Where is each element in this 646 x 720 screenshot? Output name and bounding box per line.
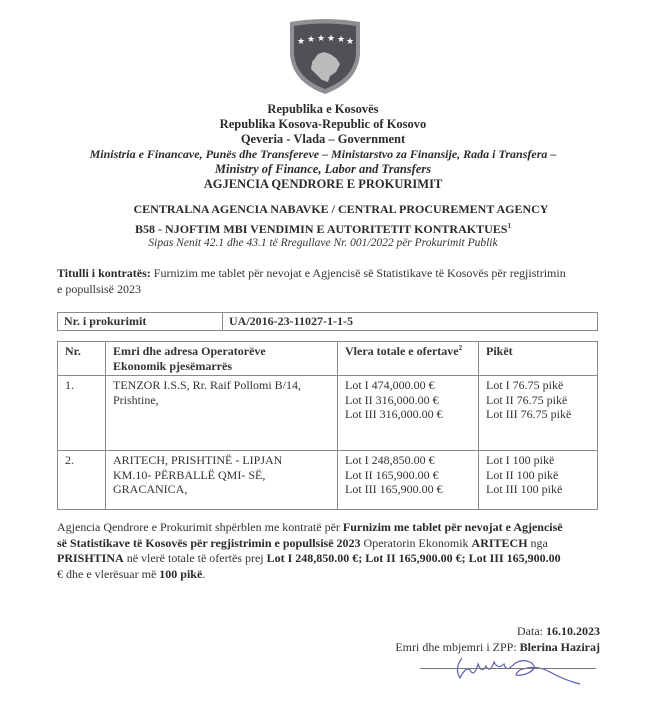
row-points-lot: Lot III 100 pikë	[486, 482, 563, 496]
procurement-number-label: Nr. i prokurimit	[58, 313, 223, 331]
row-value-lot: Lot II 316,000.00 €	[345, 392, 439, 407]
footer-date-value: 16.10.2023	[546, 624, 600, 638]
header-line-government: Qeveria - Vlada – Government	[240, 132, 406, 146]
header-operator	[106, 342, 338, 376]
award-text: .	[202, 566, 206, 581]
award-paragraph	[57, 520, 617, 582]
svg-text:★: ★	[306, 35, 316, 45]
award-text: Operatorin Ekonomik	[360, 535, 472, 550]
award-text: € dhe e vlerësuar më	[57, 566, 160, 581]
svg-text:★: ★	[336, 35, 346, 45]
table-row	[58, 451, 598, 510]
row-value-lot: Lot III 165,900.00 €	[345, 482, 443, 496]
award-bold: së Statistikave të Kosovës për regjistrimin e popullsisë 2023	[57, 535, 361, 550]
header-operator-line1: Emri dhe adresa Operatorëve	[113, 344, 266, 358]
row-operator	[106, 376, 338, 451]
header-value-text: Vlera totale e ofertave	[345, 344, 459, 358]
award-points: 100 pikë	[159, 566, 203, 581]
contract-title-label: Titulli i kontratës:	[57, 266, 151, 280]
table-row	[58, 376, 598, 451]
award-city: PRISHTINA	[57, 551, 124, 565]
operators-table	[57, 341, 598, 510]
header-line-agency-multi: CENTRALNA AGENCIA NABAVKE / CENTRAL PROCUREMENT AGENCY	[133, 202, 549, 216]
header-line-ministry-en: Ministry of Finance, Labor and Transfers	[214, 162, 432, 176]
row-operator	[106, 451, 338, 510]
row-value-lot: Lot I 474,000.00 €	[345, 378, 435, 392]
row-points-lot: Lot II 76.75 pikë	[486, 392, 568, 407]
row-nr: 1.	[58, 376, 106, 451]
contract-title-line2: e popullsisë 2023	[57, 281, 141, 296]
contract-title-line1: Furnizim me tablet për nevojat e Agjencisë së Statistikave të Kosovës për regjistrimin	[150, 266, 566, 280]
row-values	[338, 376, 479, 451]
row-operator-line: KM.10- PËRBALLË QMI- SË,	[113, 467, 266, 482]
footer-signatory-label: Emri dhe mbjemri i ZPP:	[395, 640, 520, 654]
svg-text:★: ★	[316, 34, 326, 44]
header-line-ministry: Ministria e Financave, Punës dhe Transfereve – Ministarstvo za Finansije, Rada i Transfera –	[89, 147, 557, 161]
row-values	[338, 451, 479, 510]
header-operator-line2: Ekonomik pjesëmarrës	[113, 358, 232, 373]
award-values: Lot I 248,850.00 €; Lot II 165,900.00 €; Lot III 165,900.00	[266, 551, 561, 565]
header-line-republic-sq: Republika e Kosovës	[267, 102, 379, 116]
award-operator: ARITECH	[471, 535, 528, 550]
row-nr: 2.	[58, 451, 106, 510]
svg-text:★: ★	[296, 37, 306, 47]
footer-date-label: Data:	[517, 624, 546, 638]
award-text: nga	[527, 535, 548, 550]
header-line-agency: AGJENCIA QENDRORE E PROKURIMIT	[203, 177, 443, 191]
header-value	[338, 342, 479, 376]
header-nr: Nr.	[58, 342, 106, 376]
row-operator-line: GRACANICA,	[113, 482, 188, 496]
notice-title	[0, 222, 646, 237]
row-points-lot: Lot I 100 pikë	[486, 453, 555, 467]
row-operator-line: Prishtine,	[113, 392, 159, 407]
contract-title	[57, 266, 617, 297]
notice-title-footnote: 1	[507, 222, 511, 230]
table-header-row	[58, 342, 598, 376]
row-points-lot: Lot III 76.75 pikë	[486, 407, 572, 421]
header-points: Pikët	[479, 342, 598, 376]
signature-line	[420, 668, 596, 669]
procurement-number-table	[57, 312, 598, 331]
notice-subtitle: Sipas Nenit 42.1 dhe 43.1 të Rregullave Nr. 001/2022 për Prokurimit Publik	[148, 237, 498, 249]
footer-date	[420, 624, 600, 640]
row-points	[479, 451, 598, 510]
header-line-republic-multi: Republika Kosova-Republic of Kosovo	[219, 117, 427, 131]
row-points-lot: Lot II 100 pikë	[486, 467, 559, 482]
procurement-number-value: UA/2016-23-11027-1-1-5	[223, 313, 598, 331]
row-value-lot: Lot III 316,000.00 €	[345, 407, 443, 421]
award-text: Agjencia Qendrore e Prokurimit shpërblen me kontratë për	[57, 520, 343, 534]
header-value-footnote: 2	[458, 344, 463, 352]
row-points	[479, 376, 598, 451]
award-text: në vlerë totale të ofertës prej	[123, 551, 267, 565]
row-value-lot: Lot II 165,900.00 €	[345, 467, 439, 482]
row-points-lot: Lot I 76.75 pikë	[486, 378, 564, 392]
row-value-lot: Lot I 248,850.00 €	[345, 453, 435, 467]
row-operator-line: ARITECH, PRISHTINË - LIPJAN	[113, 453, 283, 467]
svg-text:★: ★	[345, 37, 355, 47]
row-operator-line: TENZOR I.S.S, Rr. Raif Pollomi B/14,	[113, 378, 302, 392]
svg-text:★: ★	[326, 34, 336, 44]
footer-signatory-name: Blerina Haziraj	[519, 640, 600, 654]
kosovo-coat-of-arms-icon	[284, 14, 366, 96]
award-bold: Furnizim me tablet për nevojat e Agjencisë	[342, 520, 563, 534]
notice-title-text: B58 - NJOFTIM MBI VENDIMIN E AUTORITETIT KONTRAKTUES	[135, 222, 508, 236]
